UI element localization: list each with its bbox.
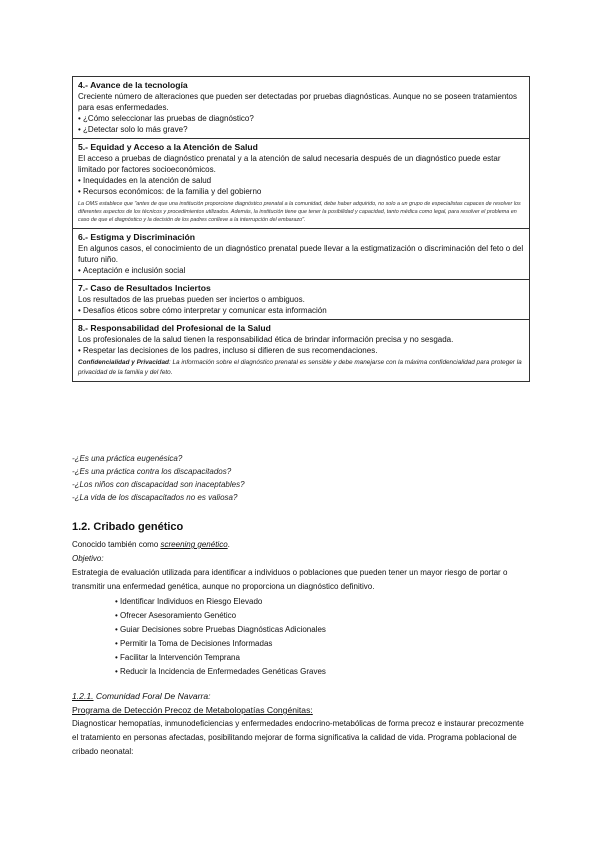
box-equity xyxy=(73,139,529,229)
question-item: -¿La vida de los discapacitados no es valiosa? xyxy=(72,493,238,502)
box-title: 8.- Responsabilidad del Profesional de la Salud xyxy=(78,323,271,333)
who-note: La OMS establece que "antes de que una institución proporcione diagnóstico prenatal a la comunidad, debe haber adquirido, no solo a un grupo de especialistas capaces de resolver los diferentes aspectos de los técnicos y procedimientos utilizados. Además, la institución tiene que tener la posibilidad y capacidad, tanto médica como legal, para resolver el problema en caso de que el diagnóstico y la decisión de los padres conlleve a la interrupción del embarazo". xyxy=(78,201,521,223)
program-description: Diagnosticar hemopatías, inmunodeficiencias y enfermedades endocrino-metabólicas de forma precoz e instaurar precozmente el tratamiento en personas afectadas, posibilitando mejorar de forma significativa la calidad de vida. Programa poblacional de cribado neonatal: xyxy=(72,719,524,756)
question-item: -¿Es una práctica eugenésica? xyxy=(72,454,183,463)
box-bullet: • Desafíos éticos sobre cómo interpretar y comunicar esta información xyxy=(78,305,525,316)
box-responsibility xyxy=(73,320,529,382)
subsection-heading xyxy=(72,689,528,703)
objective-text: Estrategia de evaluación utilizada para identificar a individuos o poblaciones que pueden tener un mayor riesgo de portar o transmitir una enfermedad genética, aunque no proporciona un diagnóstico definitivo. xyxy=(72,568,508,591)
program-title: Programa de Detección Precoz de Metabolopatías Congénitas xyxy=(72,705,311,715)
ethics-boxes xyxy=(72,76,530,382)
box-title: 4.- Avance de la tecnología xyxy=(78,80,188,90)
box-title: 6.- Estigma y Discriminación xyxy=(78,232,196,242)
screening-term: screening genético xyxy=(160,540,228,549)
program-title-line xyxy=(72,703,528,717)
also-known-line xyxy=(72,538,528,552)
box-technology xyxy=(73,77,529,139)
program-suffix: : xyxy=(310,705,313,715)
box-text: Los resultados de las pruebas pueden ser inciertos o ambiguos. xyxy=(78,295,305,304)
subsection-title: Comunidad Foral De Navarra: xyxy=(93,691,211,701)
subsection-number: 1.2.1. xyxy=(72,691,94,701)
questions-list xyxy=(72,452,528,504)
box-text: El acceso a pruebas de diagnóstico prenatal y a la atención de salud necesaria después de un diagnóstico puede estar limitado por factores socioeconómicos. xyxy=(78,154,501,174)
objective-list xyxy=(72,595,528,679)
list-item: • Guiar Decisiones sobre Pruebas Diagnósticas Adicionales xyxy=(115,623,528,637)
box-bullet: • Inequidades en la atención de salud xyxy=(78,175,525,186)
confidentiality-text: : La información sobre el diagnóstico prenatal es sensible y debe manejarse con la máxima confidencialidad para proteger la privacidad de la familia y del feto. xyxy=(78,359,522,376)
box-title: 5.- Equidad y Acceso a la Atención de Salud xyxy=(78,142,258,152)
list-item: • Facilitar la Intervención Temprana xyxy=(115,651,528,665)
also-prefix: Conocido también como xyxy=(72,540,161,549)
box-uncertain xyxy=(73,280,529,320)
list-item: • Ofrecer Asesoramiento Genético xyxy=(115,609,528,623)
confidentiality-label: Confidencialidad y Privacidad xyxy=(78,359,169,366)
box-bullet: • ¿Detectar solo lo más grave? xyxy=(78,124,525,135)
box-bullet: • ¿Cómo seleccionar las pruebas de diagnóstico? xyxy=(78,113,525,124)
list-item: • Identificar Individuos en Riesgo Elevado xyxy=(115,595,528,609)
objective-label: Objetivo: xyxy=(72,554,104,563)
box-text: En algunos casos, el conocimiento de un diagnóstico prenatal puede llevar a la estigmatización o discriminación del feto o del futuro niño. xyxy=(78,244,524,264)
box-text: Creciente número de alteraciones que pueden ser detectadas por pruebas diagnósticas. Aunque no se poseen tratamientos para esas enfermedades. xyxy=(78,92,517,112)
box-bullet: • Respetar las decisiones de los padres, incluso si difieren de sus recomendaciones. xyxy=(78,345,525,356)
also-suffix: . xyxy=(227,540,230,549)
list-item: • Reducir la Incidencia de Enfermedades Genéticas Graves xyxy=(115,665,528,679)
box-bullet: • Recursos económicos: de la familia y del gobierno xyxy=(78,186,525,197)
box-title: 7.- Caso de Resultados Inciertos xyxy=(78,283,211,293)
box-text: Los profesionales de la salud tienen la responsabilidad ética de brindar información precisa y no sesgada. xyxy=(78,335,454,344)
section-heading: 1.2. Cribado genético xyxy=(72,521,184,533)
section-genetic-screening xyxy=(72,520,528,759)
confidentiality-note xyxy=(78,358,525,377)
list-item: • Permitir la Toma de Decisiones Informadas xyxy=(115,637,528,651)
question-item: -¿Los niños con discapacidad son inaceptables? xyxy=(72,480,245,489)
box-stigma xyxy=(73,229,529,280)
question-item: -¿Es una práctica contra los discapacitados? xyxy=(72,467,232,476)
box-bullet: • Aceptación e inclusión social xyxy=(78,265,525,276)
